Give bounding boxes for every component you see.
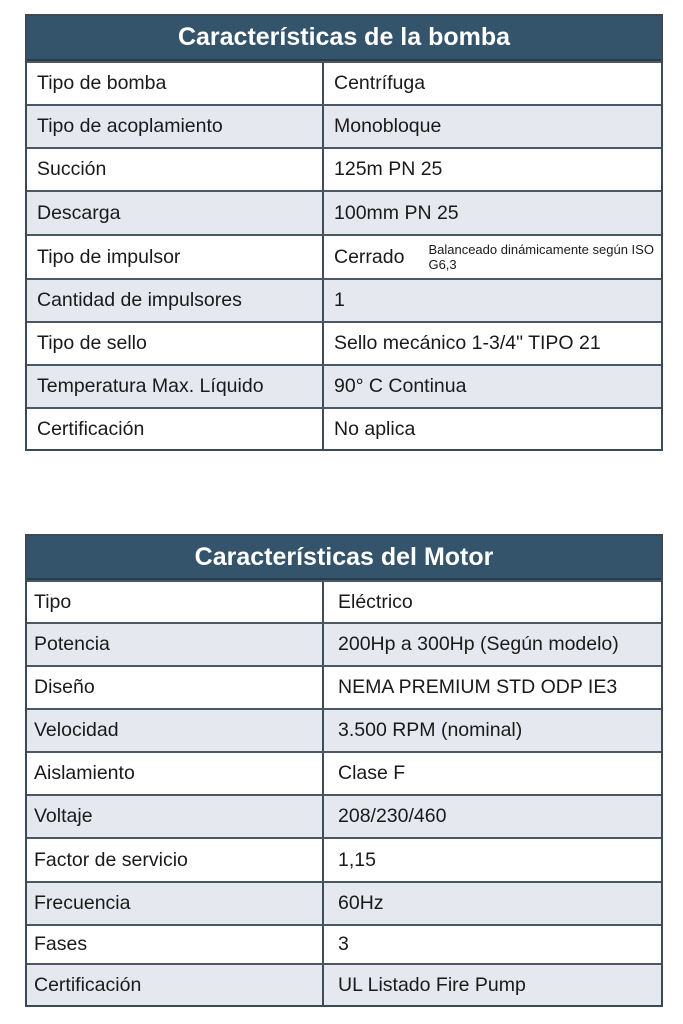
row-label: Certificación bbox=[27, 965, 324, 1005]
row-label: Tipo de sello bbox=[27, 323, 324, 364]
row-value: Eléctrico bbox=[338, 590, 413, 613]
row-label: Succión bbox=[27, 149, 324, 190]
row-value: 200Hp a 300Hp (Según modelo) bbox=[338, 633, 619, 655]
table-row bbox=[27, 234, 661, 278]
row-label: Tipo de acoplamiento bbox=[27, 106, 324, 147]
row-label: Fases bbox=[27, 926, 324, 963]
table-row bbox=[27, 751, 661, 794]
row-value: 90° C Continua bbox=[334, 375, 467, 397]
row-label: Tipo de impulsor bbox=[27, 236, 324, 278]
impeller-balance-note: Balanceado dinámicamente según ISO G6,3 bbox=[428, 242, 654, 272]
table-row bbox=[27, 147, 661, 190]
table-row bbox=[27, 104, 661, 147]
row-value: UL Listado Fire Pump bbox=[338, 973, 526, 996]
row-value bbox=[324, 236, 661, 278]
row-label: Aislamiento bbox=[27, 753, 324, 794]
pump-table-title: Características de la bomba bbox=[27, 16, 661, 61]
row-value: No aplica bbox=[334, 417, 416, 440]
row-label: Cantidad de impulsores bbox=[27, 280, 324, 321]
row-label: Frecuencia bbox=[27, 883, 324, 924]
row-value: NEMA PREMIUM STD ODP IE3 bbox=[338, 676, 618, 698]
row-value: 1,15 bbox=[338, 848, 376, 871]
table-row bbox=[27, 364, 661, 407]
row-value: 3 bbox=[338, 933, 349, 955]
row-value: Centrífuga bbox=[334, 72, 426, 94]
motor-table-title: Características del Motor bbox=[27, 536, 661, 580]
table-row bbox=[27, 665, 661, 708]
pump-characteristics-table bbox=[25, 14, 663, 451]
table-row bbox=[27, 622, 661, 665]
table-row bbox=[27, 61, 661, 104]
row-label: Voltaje bbox=[27, 796, 324, 837]
table-row bbox=[27, 407, 661, 449]
row-label: Diseño bbox=[27, 667, 324, 708]
row-value: 3.500 RPM (nominal) bbox=[338, 719, 523, 741]
row-value: 125m PN 25 bbox=[334, 158, 443, 180]
row-label: Descarga bbox=[27, 192, 324, 234]
row-label: Tipo bbox=[27, 582, 324, 622]
row-value: 100mm PN 25 bbox=[334, 201, 459, 224]
table-row bbox=[27, 837, 661, 881]
row-label: Factor de servicio bbox=[27, 839, 324, 881]
row-label: Tipo de bomba bbox=[27, 63, 324, 104]
row-label: Velocidad bbox=[27, 710, 324, 751]
table-row bbox=[27, 190, 661, 234]
row-label: Temperatura Max. Líquido bbox=[27, 366, 324, 407]
impeller-type-value: Cerrado bbox=[334, 245, 405, 268]
motor-characteristics-table bbox=[25, 534, 663, 1007]
row-value: Clase F bbox=[338, 762, 406, 784]
row-value: 60Hz bbox=[338, 892, 384, 914]
table-row bbox=[27, 963, 661, 1005]
table-row bbox=[27, 924, 661, 963]
row-value: 1 bbox=[334, 289, 345, 311]
table-row bbox=[27, 708, 661, 751]
row-label: Potencia bbox=[27, 624, 324, 665]
row-value: Sello mecánico 1-3/4" TIPO 21 bbox=[334, 332, 601, 354]
table-row bbox=[27, 321, 661, 364]
table-row bbox=[27, 881, 661, 924]
row-label: Certificación bbox=[27, 409, 324, 449]
row-value: Monobloque bbox=[334, 115, 442, 137]
table-row bbox=[27, 580, 661, 622]
table-row bbox=[27, 278, 661, 321]
row-value: 208/230/460 bbox=[338, 805, 447, 827]
table-row bbox=[27, 794, 661, 837]
